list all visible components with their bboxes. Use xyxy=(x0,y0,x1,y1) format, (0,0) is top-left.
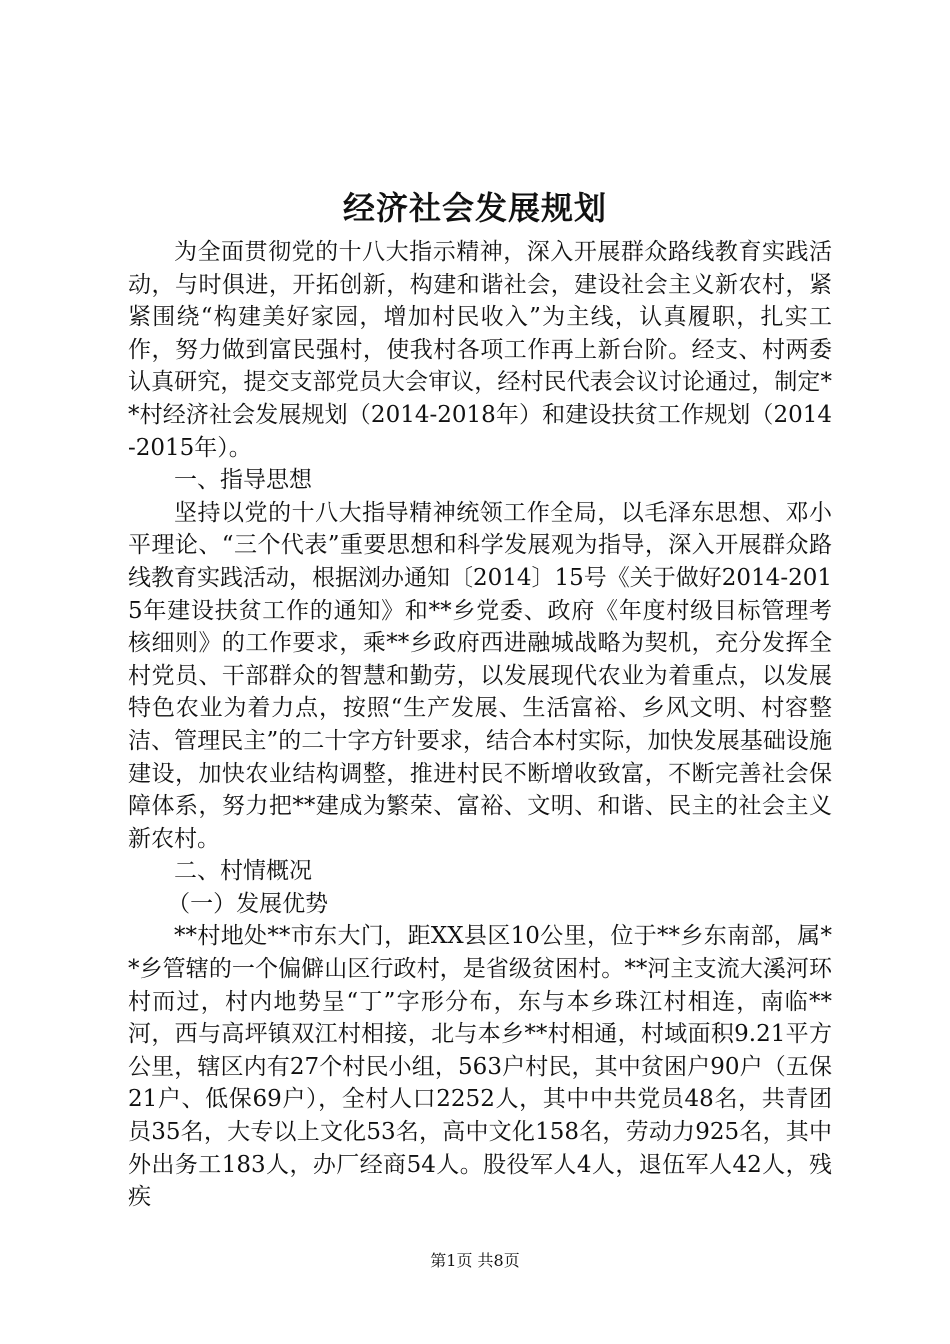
section-heading-guiding-ideology: 一、指导思想 xyxy=(174,467,312,494)
section-heading-village-overview: 二、村情概况 xyxy=(174,858,312,885)
paragraph-village-overview: **村地处**市东大门，距XX县区10公里，位于**乡东南部，属**乡管辖的一个偏僻山区行政村，是省级贫困村。**河主支流大溪河环村而过，村内地势呈“丁”字形分布，东与本乡珠江村相连，南临**河，西与高坪镇双江村相接，北与本乡**村相通，村域面积9.21平方公里，辖区内有27个村民小组，563户村民，其中贫困户90户（五保21户、低保69户），全村人口2252人，其中中共党员48名，共青团员35名，大专以上文化53名，高中文化158名，劳动力925名，其中外出务工183人，办厂经商54人。股役军人4人，退伍军人42人，残疾 xyxy=(128,923,832,1211)
document-title: 经济社会发展规划 xyxy=(342,189,607,227)
paragraph-intro: 为全面贯彻党的十八大指示精神，深入开展群众路线教育实践活动，与时俱进，开拓创新，构建和谐社会，建设社会主义新农村，紧紧围绕“构建美好家园，增加村民收入”为主线，认真履职，扎实工作，努力做到富民强村，使我村各项工作再上新台阶。经支、村两委认真研究，提交支部党员大会审议，经村民代表会议讨论通过，制定**村经济社会发展规划（2014-2018年）和建设扶贫工作规划（2014-2015年）。 xyxy=(128,239,832,461)
page-footer: 第1页 共8页 xyxy=(430,1251,520,1270)
document-body xyxy=(128,236,832,1214)
paragraph-guiding-ideology: 坚持以党的十八大指导精神统领工作全局，以毛泽东思想、邓小平理论、“三个代表”重要思想和科学发展观为指导，深入开展群众路线教育实践活动，根据浏办通知〔2014〕15号《关于做好2014-2015年建设扶贫工作的通知》和**乡党委、政府《年度村级目标管理考核细则》的工作要求，乘**乡政府西进融城战略为契机，充分发挥全村党员、干部群众的智慧和勤劳，以发展现代农业为着重点，以发展特色农业为着力点，按照“生产发展、生活富裕、乡风文明、村容整洁、管理民主”的二十字方针要求，结合本村实际，加快发展基础设施建设，加快农业结构调整，推进村民不断增收致富，不断完善社会保障体系，努力把**建成为繁荣、富裕、文明、和谐、民主的社会主义新农村。 xyxy=(128,499,833,852)
subsection-heading-advantages: （一）发展优势 xyxy=(167,890,329,917)
